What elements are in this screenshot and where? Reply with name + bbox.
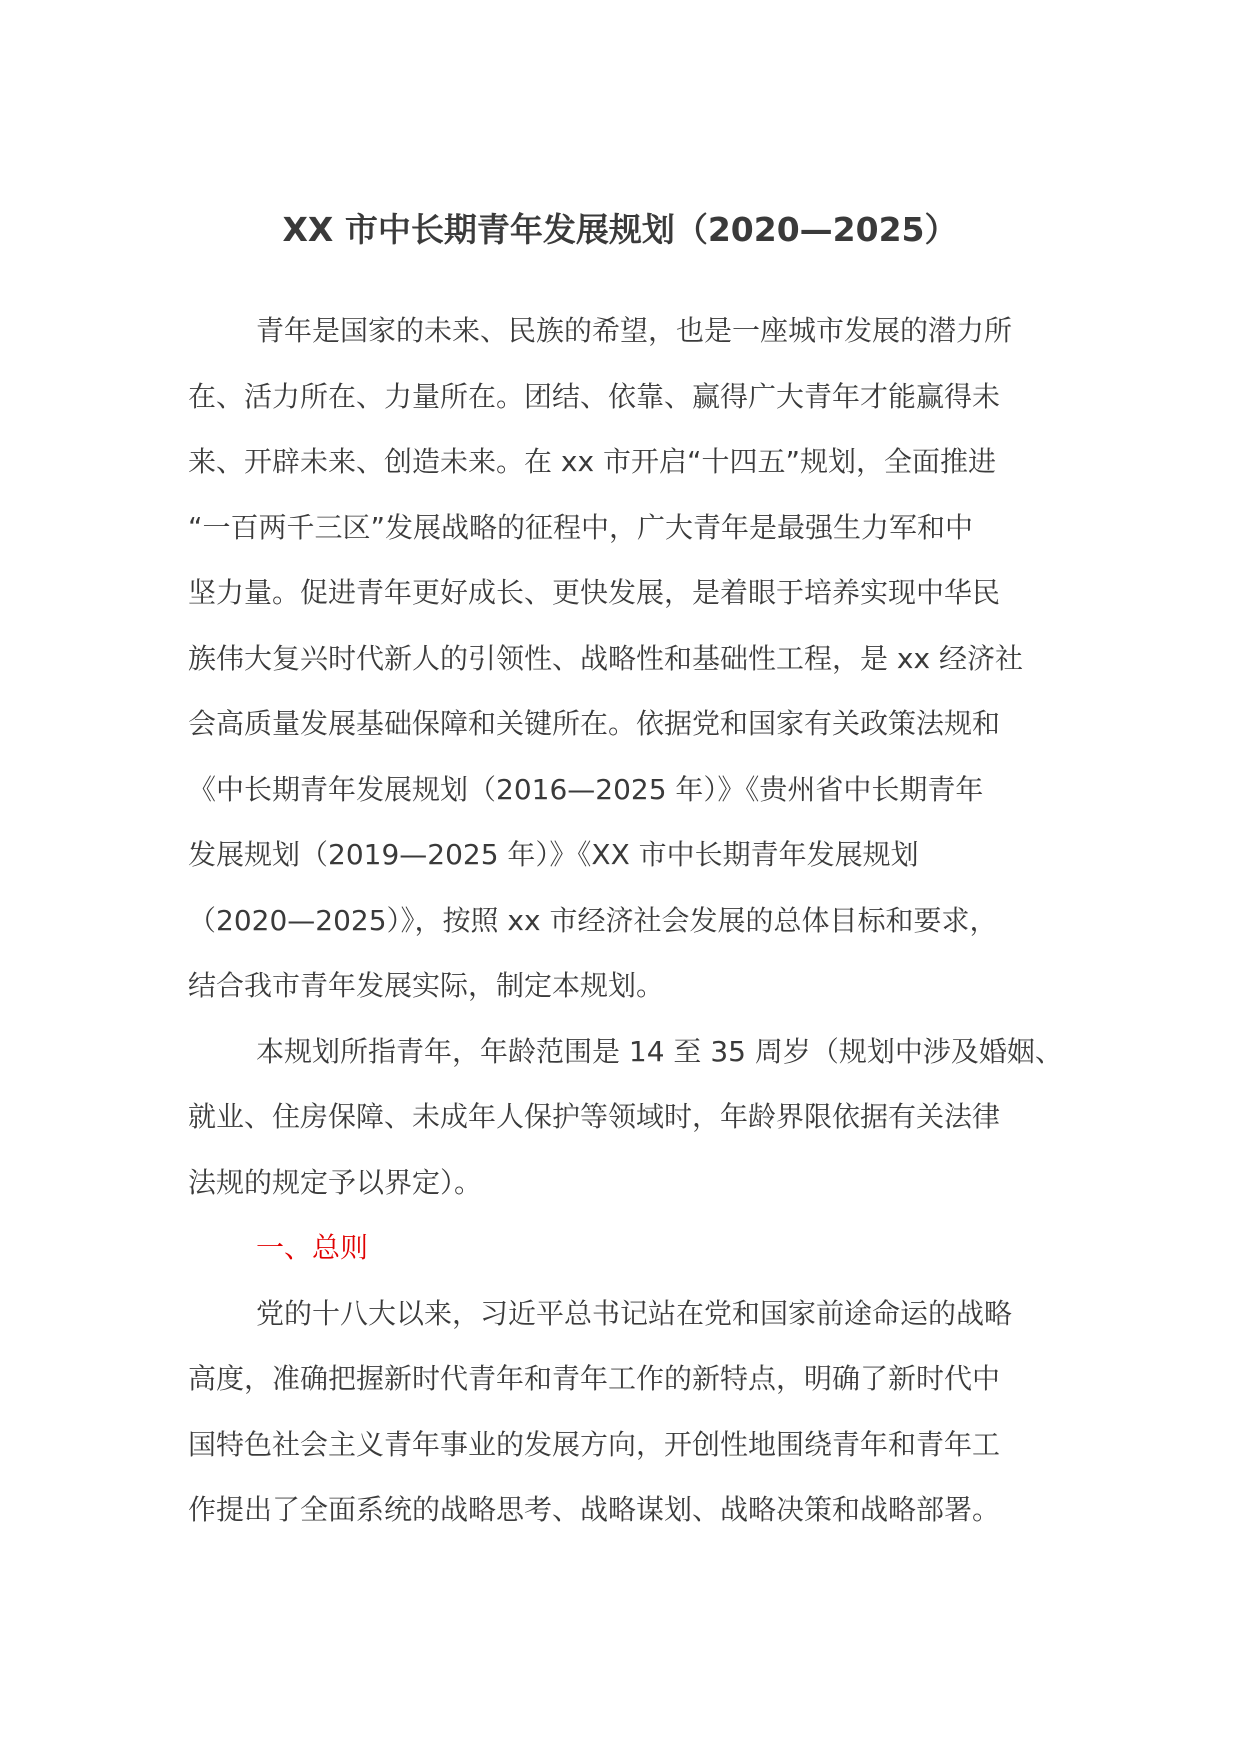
general-principles-paragraph: 党的十八大以来，习近平总书记站在党和国家前途命运的战略 高度，准确把握新时代青年和青年工作的新特点，明确了新时代中 国特色社会主义青年事业的发展方向，开创性地围绕青年和青年工 作提出了全面系统的战略思考、战略谋划、战略决策和战略部署。: [188, 1296, 1013, 1526]
intro-paragraph: 青年是国家的未来、民族的希望，也是一座城市发展的潜力所 在、活力所在、力量所在。团结、依靠、赢得广大青年才能赢得未 来、开辟未来、创造未来。在 xx 市开启“十四五”规划，全面推进 “一百两千三区”发展战略的征程中，广大青年是最强生力军和中 坚力量。促进青年更好成长、更快发展，是着眼于培养实现中华民 族伟大复兴时代新人的引领性、战略性和基础性工程，是 xx 经济社 会高质量发展基础保障和关键所在。依据党和国家有关政策法规和 《中长期青年发展规划（2016—2025 年）》《贵州省中长期青年 发展规划（2019—2025 年）》《XX 市中长期青年发展规划 （2020—2025）》，按照 xx 市经济社会发展的总体目标和要求， 结合我市青年发展实际，制定本规划。: [188, 314, 1023, 1002]
document-title: XX 市中长期青年发展规划（2020—2025）: [282, 210, 958, 249]
section-heading-general-principles: 一、总则: [256, 1231, 369, 1264]
youth-definition-paragraph: 本规划所指青年，年龄范围是 14 至 35 周岁（规划中涉及婚姻、 就业、住房保障、未成年人保护等领域时，年龄界限依据有关法律 法规的规定予以界定）。: [188, 1034, 1063, 1199]
document-body: [188, 298, 1068, 1543]
